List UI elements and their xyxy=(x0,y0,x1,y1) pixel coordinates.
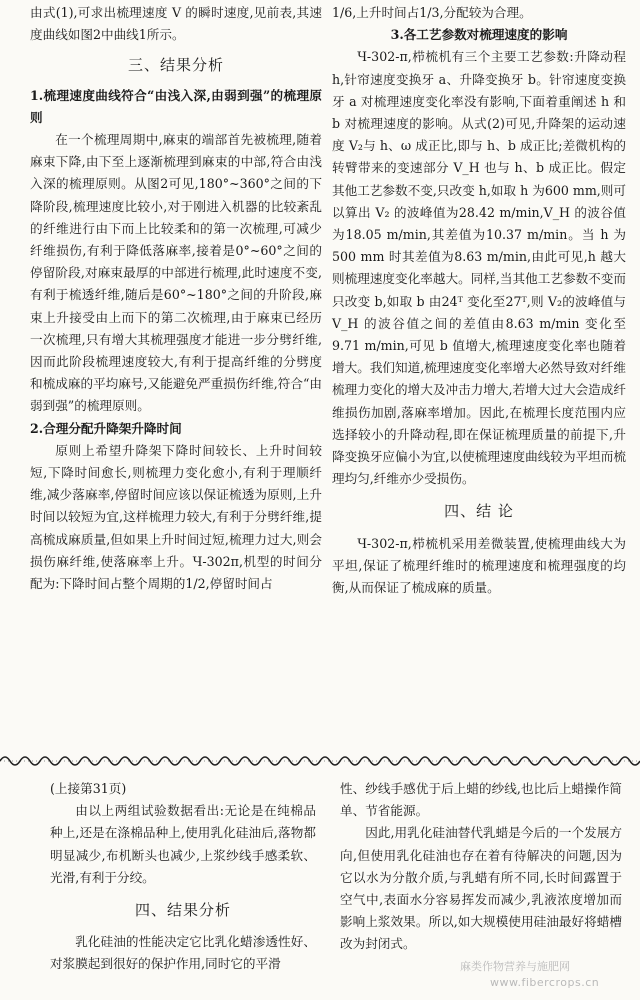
conclusion-paragraph: Ч-302-π,栉梳机采用差微装置,使梳理曲线大为平坦,保证了梳理纤维时的梳理速度和梳理强度的均衡,从而保证了梳成麻的质量。 xyxy=(332,535,626,596)
lower-paragraph-2: 乳化硅油的性能决定它比乳化蜡渗透性好、对浆膜起到很好的保护作用,同时它的平滑 xyxy=(50,934,316,972)
intro-paragraph: 由式(1),可求出梳理速度 V 的瞬时速度,见前表,其速度曲线如图2中曲线1所示。 xyxy=(30,5,322,43)
subsection-3-heading: 3.各工艺参数对梳理速度的影响 xyxy=(390,27,568,43)
lower-right-column xyxy=(340,778,622,956)
lower-section-4-heading: 四、结果分析 xyxy=(134,901,231,920)
continued-from-note: (上接第31页) xyxy=(50,781,127,796)
subsection-3-body: Ч-302-π,栉梳机有三个主要工艺参数:升降动程 h,针帘速度变换牙 a、升降变换牙 b。针帘速度变换牙 a 对梳理速度变化率没有影响,下面着重阐述 h 和 b 对梳理速度的影响。从式(2)可见,升降架的运动速度 V₂与 h、ω 成正比,即与 h、b 成正比;差微机构的转臂带来的变速部分 V_H 也与 h、b 成正比。假定其他工艺参数不变,只改变 h,如取 h 为600 mm,则可以算出 V₂ 的波峰值为28.42 m/min,V_H 的波谷值为18.05 m/min,其差值为10.37 m/min。当 h 为500 mm 时其差值为8.63 m/min,由此可见,h 越大则梳理速度变化率越大。同样,当其他工艺参数不变而只改变 b,如取 b 由24ᵀ 变化至27ᵀ,则 V₂的波峰值与 V_H 的波谷值之间的差值由8.63 m/min 变化至9.71 m/min,可见 b 值增大,梳理速度变化率也随着增大。我们知道,梳理速度变化率增大必然导致对纤维梳理力变化的增大及冲击力增大,若增大过大会造成纤维损伤加剧,落麻率增加。因此,在梳理长度范围内应选择较小的升降动程,即在保证梳理质量的前提下,升降变换牙应偏小为宜,以使梳理速度曲线较为平坦而梳理均匀,纤维亦少受损伤。 xyxy=(332,49,626,487)
watermark-url: www.fibercrops.cn xyxy=(490,976,600,989)
upper-right-column xyxy=(332,2,626,599)
article-separator xyxy=(0,752,640,770)
continued-paragraph: 1/6,上升时间占1/3,分配较为合理。 xyxy=(332,5,532,20)
lower-paragraph-1: 由以上两组试验数据看出:无论是在纯棉品种上,还是在涤棉品种上,使用乳化硅油后,落物都明显减少,布机断头也减少,上浆纱线手感柔软、光滑,有利于分绞。 xyxy=(50,803,316,885)
lower-continued-paragraph: 性、纱线手感优于后上蜡的纱线,也比后上蜡操作简单、节省能源。 xyxy=(340,781,622,819)
lower-paragraph-3: 因此,用乳化硅油替代乳蜡是今后的一个发展方向,但使用乳化硅油也存在着有待解决的问题,因为它以水为分散介质,与乳蜡有所不同,长时间露置于空气中,表面水分容易挥发而减少,乳液浓度增加而影响上浆效果。所以,如大规模使用硅油最好将蜡槽改为封闭式。 xyxy=(340,825,622,952)
section-3-heading: 三、结果分析 xyxy=(127,56,224,75)
subsection-1-body: 在一个梳理周期中,麻束的端部首先被梳理,随着麻束下降,由下至上逐渐梳理到麻束的中部,符合由浅入深的梳理原则。从图2可见,180°~360°之间的下降阶段,梳理速度比较小,对于刚进入机器的比较紊乱的纤维进行由下而上比较柔和的第一次梳理,可减少纤维损伤,有利于降低落麻率,接着是0°~60°之间的停留阶段,对麻束最厚的中部进行梳理,此时速度不变,有利于梳透纤维,随后是60°~180°之间的升阶段,麻束上升接受由上而下的第二次梳理,由于麻束已经历一次梳理,只有增大其梳理强度才能进一步分劈纤维,因而此阶段梳理速度较大,有利于提高纤维的分劈度和梳成麻的平均麻号,又能避免严重损伤纤维,符合“由弱到强”的梳理原则。 xyxy=(30,132,322,414)
subsection-2-body: 原则上希望升降架下降时间较长、上升时间较短,下降时间愈长,则梳理力变化愈小,有利于理顺纤维,减少落麻率,停留时间应该以保证梳透为原则,上升时间以较短为宜,这样梳理力较大,有利于分劈纤维,提高梳成麻质量,但如果上升时间过短,梳理力过大,则会损伤麻纤维,使落麻率上升。Ч-302π,机型的时间分配为:下降时间占整个周期的1/2,停留时间占 xyxy=(30,442,322,592)
subsection-2-heading: 2.合理分配升降架升降时间 xyxy=(30,420,182,436)
lower-left-column xyxy=(50,778,316,976)
upper-left-column xyxy=(30,2,322,595)
section-4-heading: 四、结 论 xyxy=(444,502,514,521)
watermark-site-name: 麻类作物营养与施肥网 xyxy=(460,960,570,973)
subsection-1-heading: 1.梳理速度曲线符合“由浅入深,由弱到强”的梳理原则 xyxy=(30,87,322,125)
